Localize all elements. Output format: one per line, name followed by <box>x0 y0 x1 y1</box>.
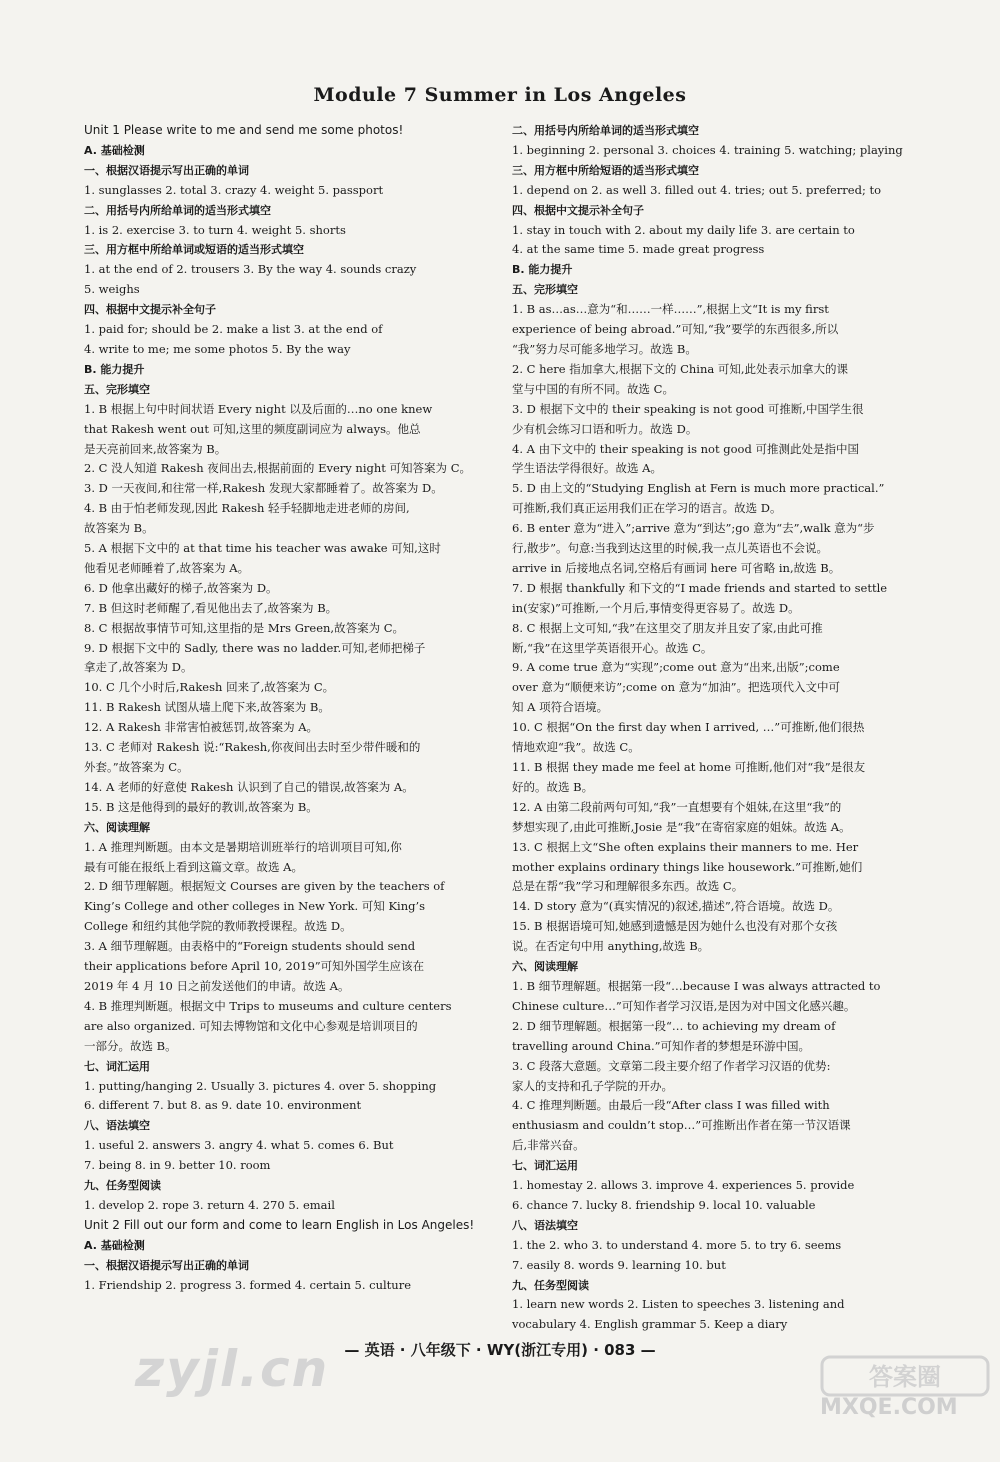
watermark-logo-right: MXQE.COM <box>820 1395 958 1420</box>
answer-line: 故答案为 B。 <box>84 521 154 536</box>
answer-line: 一部分。故选 B。 <box>84 1038 177 1053</box>
answer-line: 6. chance 7. lucky 8. friendship 9. local 10. valuable <box>512 1197 816 1212</box>
answer-line: 8. C 根据上文可知,“我”在这里交了朋友并且安了家,由此可推 <box>512 620 823 635</box>
answer-line: 情地欢迎“我”。故选 C。 <box>512 740 640 755</box>
watermark-seal-text: 答案圈 <box>869 1363 941 1391</box>
section-heading: 四、根据中文提示补全句子 <box>84 303 216 317</box>
answer-line: travelling around China.”可知作者的梦想是环游中国。 <box>512 1038 811 1053</box>
answer-line: 2. D 细节理解题。根据短文 Courses are given by the teachers of <box>84 879 445 894</box>
section-heading: 三、用方框中所给短语的适当形式填空 <box>512 163 699 177</box>
answer-line: 总是在帮“我”学习和理解很多东西。故选 C。 <box>512 879 744 894</box>
section-heading: 八、语法填空 <box>84 1119 150 1133</box>
section-heading: 九、任务型阅读 <box>84 1179 161 1193</box>
section-heading: 七、词汇运用 <box>512 1159 578 1173</box>
answer-line: 说。在否定句中用 anything,故选 B。 <box>512 939 710 954</box>
page-title: Module 7 Summer in Los Angeles <box>313 84 687 106</box>
section-heading: A. 基础检测 <box>84 143 145 157</box>
answer-line: are also organized. 可知去博物馆和文化中心参观是培训项目的 <box>84 1018 418 1033</box>
section-heading: 四、根据中文提示补全句子 <box>512 203 644 217</box>
answer-line: 拿走了,故答案为 D。 <box>84 660 193 675</box>
answer-line: 5. weighs <box>84 282 140 297</box>
answer-line: 1. develop 2. rope 3. return 4. 270 5. email <box>84 1197 335 1212</box>
answer-line: 1. useful 2. answers 3. angry 4. what 5. comes 6. But <box>84 1138 394 1153</box>
answer-line: 9. A come true 意为“实现”;come out 意为“出来,出版”;come <box>512 660 840 675</box>
answer-line: over 意为“顺便来访”;come on 意为“加油”。把选项代入文中可 <box>512 680 840 695</box>
answer-line: 3. D 根据下文中的 their speaking is not good 可推断,中国学生很 <box>512 401 864 416</box>
unit-heading: Unit 2 Fill out our form and come to learn English in Los Angeles! <box>84 1217 475 1232</box>
section-heading: B. 能力提升 <box>512 263 573 277</box>
answer-line: 知 A 项符合语境。 <box>512 700 609 715</box>
answer-line: 1. B 细节理解题。根据第一段“…because I was always attracted to <box>512 978 881 993</box>
section-heading: 六、阅读理解 <box>512 960 578 974</box>
answer-line: 5. D 由上文的“Studying English at Fern is much more practical.” <box>512 481 885 496</box>
answer-line: mother explains ordinary things like housework.”可推断,她们 <box>512 859 863 874</box>
answer-line: 外套。”故答案为 C。 <box>84 760 189 774</box>
answer-line: 8. C 根据故事情节可知,这里指的是 Mrs Green,故答案为 C。 <box>84 620 405 635</box>
answer-line: 行,散步”。句意:当我到达这里的时候,我一点儿英语也不会说。 <box>512 541 829 556</box>
answer-line: College 和纽约其他学院的教师教授课程。故选 D。 <box>84 919 352 934</box>
answer-line: 13. C 根据上文“She often explains their manners to me. Her <box>512 839 859 854</box>
section-heading: 五、完形填空 <box>84 382 150 396</box>
answer-line: 梦想实现了,由此可推断,Josie 是“我”在寄宿家庭的姐妹。故选 A。 <box>512 819 851 834</box>
answer-line: vocabulary 4. English grammar 5. Keep a diary <box>512 1317 788 1332</box>
unit-heading: Unit 1 Please write to me and send me some photos! <box>84 123 404 137</box>
watermark-logo-left: zyjl.cn <box>135 1340 330 1398</box>
section-heading: 二、用括号内所给单词的适当形式填空 <box>84 203 271 217</box>
answer-line: 1. is 2. exercise 3. to turn 4. weight 5. shorts <box>84 222 346 237</box>
answer-line: 学生语法学得很好。故选 A。 <box>512 461 662 476</box>
answer-line: 1. Friendship 2. progress 3. formed 4. certain 5. culture <box>84 1277 411 1292</box>
section-heading: 七、词汇运用 <box>84 1059 150 1073</box>
answer-line: 1. putting/hanging 2. Usually 3. pictures 4. over 5. shopping <box>84 1078 437 1093</box>
answer-line: in(安家)”可推断,一个月后,事情变得更容易了。故选 D。 <box>512 600 800 615</box>
section-heading: B. 能力提升 <box>84 362 145 376</box>
answer-line: 14. A 老师的好意使 Rakesh 认识到了自己的错误,故答案为 A。 <box>84 779 414 794</box>
answer-line: 4. at the same time 5. made great progress <box>512 242 765 257</box>
answer-line: experience of being abroad.”可知,“我”要学的东西很多,所以 <box>512 322 839 337</box>
answer-line: 1. homestay 2. allows 3. improve 4. experiences 5. provide <box>512 1178 855 1193</box>
watermark-seal-icon <box>820 1355 990 1397</box>
section-heading: 九、任务型阅读 <box>512 1278 589 1292</box>
answer-line: 11. B Rakesh 试图从墙上爬下来,故答案为 B。 <box>84 700 330 715</box>
section-heading: 五、完形填空 <box>512 283 578 297</box>
answer-line: 4. C 推理判断题。由最后一段“After class I was filled with <box>512 1098 830 1113</box>
answer-line: 3. A 细节理解题。由表格中的“Foreign students should send <box>84 939 416 954</box>
answer-line: 2. C here 指加拿大,根据下文的 China 可知,此处表示加拿大的课 <box>512 361 849 376</box>
answer-line: 12. A Rakesh 非常害怕被惩罚,故答案为 A。 <box>84 720 319 735</box>
answer-line: 10. C 根据“On the first day when I arrived, …”可推断,他们很热 <box>512 720 865 735</box>
section-heading: 一、根据汉语提示写出正确的单词 <box>84 1258 249 1272</box>
answer-line: 后,非常兴奋。 <box>512 1138 585 1153</box>
answer-line: 1. paid for; should be 2. make a list 3. at the end of <box>84 322 383 337</box>
answer-line: 2. D 细节理解题。根据第一段“… to achieving my dream of <box>512 1018 836 1033</box>
answer-line: 是天亮前回来,故答案为 B。 <box>84 441 227 456</box>
page-footer: — 英语 · 八年级下 · WY(浙江专用) · 083 — <box>344 1341 656 1359</box>
answer-line: 6. different 7. but 8. as 9. date 10. environment <box>84 1098 362 1113</box>
answer-line: that Rakesh went out 可知,这里的频度副词应为 always。他总 <box>84 421 421 436</box>
answer-line: 3. D 一天夜间,和往常一样,Rakesh 发现大家都睡着了。故答案为 D。 <box>84 481 443 496</box>
answer-line: 1. depend on 2. as well 3. filled out 4. tries; out 5. preferred; to <box>512 182 882 197</box>
answer-line: 2. C 没人知道 Rakesh 夜间出去,根据前面的 Every night 可知答案为 C。 <box>84 461 471 476</box>
answer-line: 1. beginning 2. personal 3. choices 4. training 5. watching; playing <box>512 142 903 157</box>
answer-line: 家人的支持和孔子学院的开办。 <box>512 1078 673 1093</box>
answer-line: 7. being 8. in 9. better 10. room <box>84 1158 271 1173</box>
answer-line: 7. B 但这时老师醒了,看见他出去了,故答案为 B。 <box>84 600 338 615</box>
answer-line: 堂与中国的有所不同。故选 C。 <box>512 381 674 396</box>
answer-line: 12. A 由第二段前两句可知,“我”一直想要有个姐妹,在这里“我”的 <box>512 799 842 814</box>
answer-line: 15. B 这是他得到的最好的教训,故答案为 B。 <box>84 799 318 814</box>
answer-line: enthusiasm and couldn’t stop…”可推断出作者在第一节汉语课 <box>512 1118 851 1133</box>
answer-line: 7. D 根据 thankfully 和下文的“I made friends and started to settle <box>512 580 888 595</box>
answer-line: King’s College and other colleges in New York. 可知 King’s <box>84 899 426 914</box>
answer-line: 15. B 根据语境可知,她感到遗憾是因为她什么也没有对那个女孩 <box>512 919 838 934</box>
answer-line: 14. D story 意为“(真实情况的)叙述,描述”,符合语境。故选 D。 <box>512 899 840 914</box>
section-heading: 二、用括号内所给单词的适当形式填空 <box>512 124 699 137</box>
left-column <box>84 121 504 1295</box>
answer-line: 5. A 根据下文中的 at that time his teacher was awake 可知,这时 <box>84 541 441 556</box>
answer-line: 7. easily 8. words 9. learning 10. but <box>512 1257 726 1272</box>
answer-line: Chinese culture…”可知作者学习汉语,是因为对中国文化感兴趣。 <box>512 998 856 1013</box>
answer-line: 4. A 由下文中的 their speaking is not good 可推测此处是指中国 <box>512 441 859 456</box>
answer-line: 最有可能在报纸上看到这篇文章。故选 A。 <box>84 859 303 874</box>
answer-line: 1. learn new words 2. Listen to speeches 3. listening and <box>512 1297 845 1312</box>
section-heading: 三、用方框中所给单词或短语的适当形式填空 <box>84 243 304 257</box>
section-heading: 一、根据汉语提示写出正确的单词 <box>84 163 249 177</box>
answer-line: 少有机会练习口语和听力。故选 D。 <box>512 421 698 436</box>
section-heading: 六、阅读理解 <box>84 820 150 834</box>
answer-line: 6. D 他拿出藏好的梯子,故答案为 D。 <box>84 580 278 595</box>
section-heading: 八、语法填空 <box>512 1218 578 1232</box>
answer-line: 断,“我”在这里学英语很开心。故选 C。 <box>512 640 713 655</box>
answer-line: 1. B 根据上句中时间状语 Every night 以及后面的…no one knew <box>84 401 433 416</box>
answer-line: 1. B as…as…意为“和……一样……”,根据上文“It is my first <box>512 302 829 317</box>
answer-line: 3. C 段落大意题。文章第二段主要介绍了作者学习汉语的优势: <box>512 1058 831 1073</box>
answer-line: 1. at the end of 2. trousers 3. By the way 4. sounds crazy <box>84 262 417 277</box>
answer-line: 1. A 推理判断题。由本文是暑期培训班举行的培训项目可知,你 <box>84 839 402 854</box>
answer-line: arrive in 后接地点名词,空格后有画词 here 可省略 in,故选 B。 <box>512 560 841 575</box>
answer-line: 1. stay in touch with 2. about my daily life 3. are certain to <box>512 222 855 237</box>
section-heading: A. 基础检测 <box>84 1238 145 1252</box>
answer-line: 10. C 几个小时后,Rakesh 回来了,故答案为 C。 <box>84 680 335 695</box>
answer-line: 9. D 根据下文中的 Sadly, there was no ladder.可知,老师把梯子 <box>84 640 426 655</box>
answer-line: 1. the 2. who 3. to understand 4. more 5. to try 6. seems <box>512 1237 842 1252</box>
answer-line: their applications before April 10, 2019”可知外国学生应该在 <box>84 959 425 974</box>
answer-line: 可推断,我们真正运用我们正在学习的语言。故选 D。 <box>512 501 782 516</box>
answer-line: 6. B enter 意为“进入”;arrive 意为“到达”;go 意为“去”,walk 意为“步 <box>512 521 875 536</box>
answer-line: 4. B 推理判断题。根据文中 Trips to museums and culture centers <box>84 998 452 1013</box>
answer-line: 4. write to me; me some photos 5. By the way <box>84 341 351 356</box>
answer-line: 2019 年 4 月 10 日之前发送他们的申请。故选 A。 <box>84 978 350 993</box>
answer-line: 1. sunglasses 2. total 3. crazy 4. weight 5. passport <box>84 182 384 197</box>
answer-line: 13. C 老师对 Rakesh 说:“Rakesh,你夜间出去时至少带件暖和的 <box>84 740 421 755</box>
right-column <box>512 121 924 1335</box>
answer-line: 好的。故选 B。 <box>512 779 594 794</box>
answer-line: “我”努力尽可能多地学习。故选 B。 <box>512 341 697 356</box>
answer-line: 11. B 根据 they made me feel at home 可推断,他们对“我”是很友 <box>512 760 866 774</box>
answer-line: 4. B 由于怕老师发现,因此 Rakesh 轻手轻脚地走进老师的房间, <box>84 501 410 516</box>
answer-line: 他看见老师睡着了,故答案为 A。 <box>84 560 250 575</box>
